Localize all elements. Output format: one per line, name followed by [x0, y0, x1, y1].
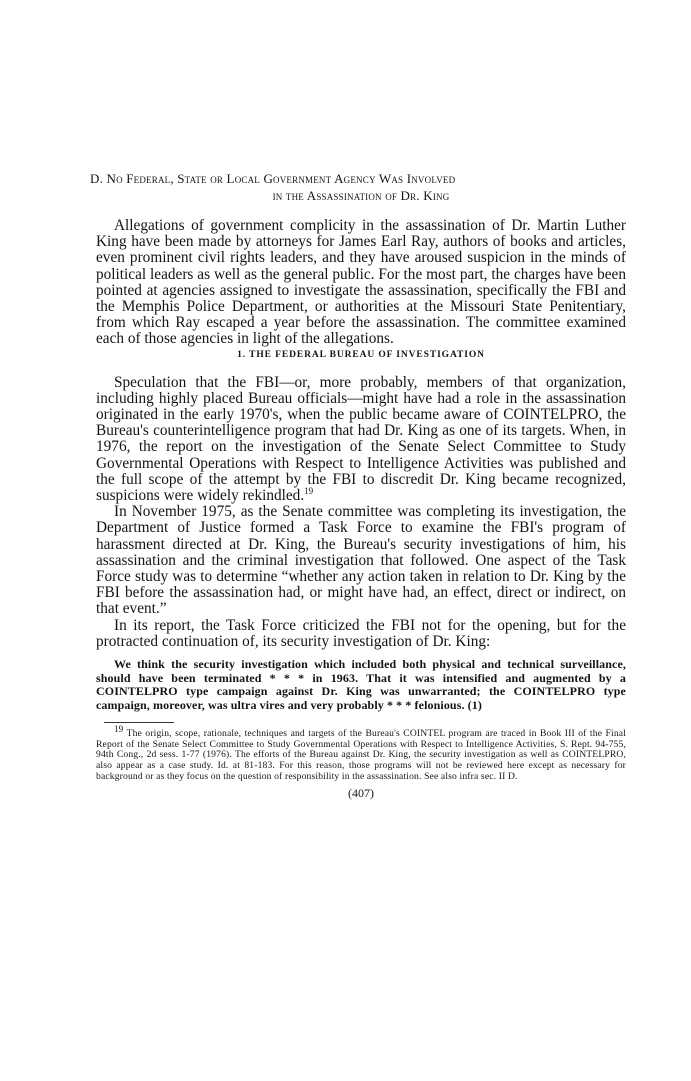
footnote-divider — [104, 722, 174, 723]
footnote — [96, 724, 627, 782]
paragraph-speculation — [96, 375, 626, 505]
footnote-text: The origin, scope, rationale, techniques and targets of the Bureau's COINTEL program are traced in Book III of the Final Report of the Senate Select Committee to Study Governmental Operations with Respect to Intelligence Activities, S. Rept. 94-755, 94th Cong., 2d sess. 1-77 (1976). The efforts of the Bureau against Dr. King, the security investigation as well as COINTELPRO, also appear as a case study. Id. at 81-183. For this reason, those programs will not be reviewed here except as necessary for background or as they focus on the question of responsibility in the assassination. See also infra sec. II D. — [96, 728, 627, 782]
heading-line-1: D. No Federal, State or Local Government Agency Was Involved — [90, 171, 456, 186]
intro-paragraph: Allegations of government complicity in the assassination of Dr. Martin Luther King have been made by attorneys for James Earl Ray, authors of books and articles, even prominent civil rights leaders, and they have aroused suspicion in the minds of political leaders as well as the general public. For the most part, the charges have been pointed at agencies assigned to investigate the assassination, specifically the FBI and the Memphis Police Department, or authorities at the Missouri State Penitentiary, from which Ray escaped a year before the assassination. The committee examined each of those agencies in light of the allegations. — [96, 217, 626, 348]
page-number: (407) — [348, 786, 374, 801]
subsection-title: 1. THE FEDERAL BUREAU OF INVESTIGATION — [237, 349, 485, 360]
heading-line-2: in the Assassination of Dr. King — [272, 188, 450, 203]
block-quote: We think the security investigation which included both physical and technical surveillance, should have been terminated * * * in 1963. That it was intensified and augmented by a COINTELPRO type campaign against Dr. King was unwarranted; the COINTELPRO type campaign, moreover, was ultra vires and very probably * * * felonious. (1) — [96, 657, 626, 712]
footnote-marker: 19 — [114, 724, 124, 735]
footnote-reference: 19 — [304, 485, 314, 496]
paragraph-task-force: In November 1975, as the Senate committee was completing its investigation, the Department of Justice formed a Task Force to examine the FBI's program of harassment directed at Dr. King, the Bureau's security investigations of him, his assassination and the criminal investigation that followed. One aspect of the Task Force study was to determine “whether any action taken in relation to Dr. King by the FBI before the assassination had, or might have had, an effect, direct or indirect, on that event.” — [96, 503, 626, 618]
paragraph-report: In its report, the Task Force criticized the FBI not for the opening, but for the protracted continuation of, its security investigation of Dr. King: — [96, 616, 626, 650]
section-heading — [90, 170, 626, 204]
paragraph-speculation-text: Speculation that the FBI—or, more probably, members of that organization, including highly placed Bureau officials—might have had a role in the assassination originated in the early 1970's, when the public became aware of COINTELPRO, the Bureau's counterintelligence program that had Dr. King as one of its targets. When, in 1976, the report on the investigation of the Senate Select Committee to Study Governmental Operations with Respect to Intelligence Activities was published and the full scope of the attempt by the FBI to discredit Dr. King became recognized, suspicions were widely rekindled. — [96, 373, 626, 505]
document-page — [90, 170, 627, 801]
